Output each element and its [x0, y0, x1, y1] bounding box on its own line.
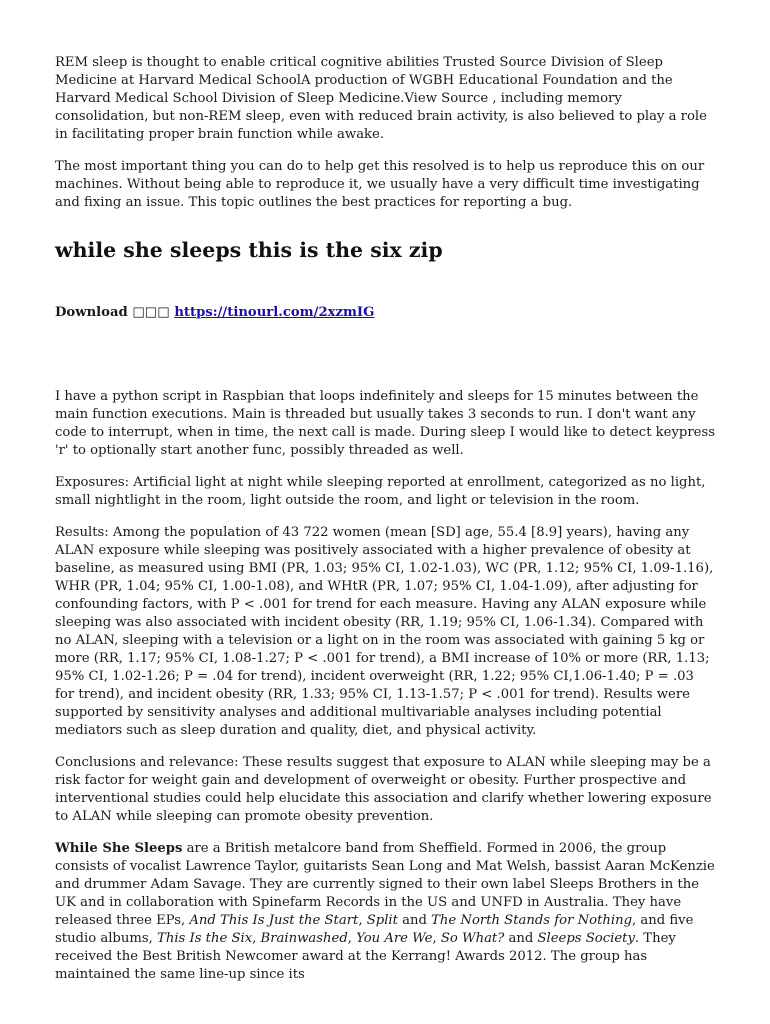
ep-title: And This Is Just the Start: [189, 913, 359, 928]
separator: ,: [347, 931, 357, 946]
results-paragraph: Results: Among the population of 43 722 women (mean [SD] age, 55.4 [8.9] years), having any ALAN exposure while sleeping was positively associated with a higher prevalence of obesity at baseline, as measured using BMI (PR, 1.03; 95% CI, 1.02-1.03), WC (PR, 1.12; 95% CI, 1.09-1.16), WHR (PR, 1.04; 95% CI, 1.00-1.08), and WHtR (PR, 1.07; 95% CI, 1.04-1.09), after adjusting for confounding factors, with P < .001 for trend for each measure. Having any ALAN exposure while sleeping was also associated with incident obesity (RR, 1.19; 95% CI, 1.06-1.34). Compared with no ALAN, sleeping with a television or a light on in the room was associated with gaining 5 kg or more (RR, 1.17; 95% CI, 1.08-1.27; P < .001 for trend), a BMI increase of 10% or more (RR, 1.13; 95% CI, 1.02-1.26; P = .04 for trend), incident overweight (RR, 1.22; 95% CI,1.06-1.40; P = .03 for trend), and incident obesity (RR, 1.33; 95% CI, 1.13-1.57; P < .001 for trend). Results were supported by sensitivity analyses and additional multivariable analyses including potential mediators such as sleep duration and quality, diet, and physical activity.: [55, 525, 714, 738]
separator: ,: [358, 913, 367, 928]
intro-paragraph: REM sleep is thought to enable critical cognitive abilities Trusted Source Division of Sleep Medicine at Harvard Medical SchoolA production of WGBH Educational Foundation and the Harvard Medical School Division of Sleep Medicine.View Source , including memory consolidation, but non-REM sleep, even with reduced brain activity, is also believed to play a role in facilitating proper brain function while awake.: [55, 55, 707, 142]
ep-title: Split: [366, 913, 398, 928]
download-link[interactable]: https://tinourl.com/2xzmIG: [174, 305, 375, 320]
separator: ,: [432, 931, 441, 946]
python-script-paragraph: I have a python script in Raspbian that loops indefinitely and sleeps for 15 minutes between the main function executions. Main is threaded but usually takes 3 seconds to run. I don't want any code to interrupt, when in time, the next call is made. During sleep I would like to detect keypress 'r' to optionally start another func, possibly threaded as well.: [55, 389, 716, 458]
ep-title: The North Stands for Nothing: [431, 913, 633, 928]
bug-report-paragraph: The most important thing you can do to help get this resolved is to help us reproduce this on our machines. Without being able to reproduce it, we usually have a very difficult time investigating and fixing an issue. This topic outlines the best practices for reporting a bug.: [55, 159, 705, 210]
download-label: Download: [55, 305, 128, 320]
album-title: Brainwashed: [260, 931, 348, 946]
band-paragraph: [55, 840, 715, 984]
band-text: are a British metalcore band from Sheffield. Formed in 2006, the group consists of vocalist Lawrence Taylor, guitarists Sean Long and Mat Welsh, bassist Aaran McKenzie and drummer Adam Savage. They are currently signed to their own label Sleeps Brothers in the UK and in collaboration with Spinefarm Records in the US and UNFD in Australia. They have released three EPs,: [55, 841, 715, 928]
band-text: . They received the Best British Newcomer award at the Kerrang! Awards 2012. The group has maintained the same line-up since its: [55, 931, 676, 982]
separator: and: [504, 931, 538, 946]
download-glyphs: □□□: [127, 305, 175, 320]
page-heading: while she sleeps this is the six zip: [55, 238, 443, 262]
conclusions-paragraph: Conclusions and relevance: These results suggest that exposure to ALAN while sleeping may be a risk factor for weight gain and development of overweight or obesity. Further prospective and interventional studies could help elucidate this association and clarify whether lowering exposure to ALAN while sleeping can promote obesity prevention.: [55, 755, 712, 824]
band-name: While She Sleeps: [55, 841, 183, 856]
band-text: , and five studio albums,: [55, 913, 694, 946]
download-line: [55, 304, 715, 322]
album-title: This Is the Six: [157, 931, 253, 946]
document-page: [55, 54, 715, 984]
separator: ,: [252, 931, 261, 946]
separator: and: [397, 913, 432, 928]
album-title: You Are We: [356, 931, 433, 946]
album-title: Sleeps Society: [537, 931, 635, 946]
album-title: So What?: [440, 931, 505, 946]
exposures-paragraph: Exposures: Artificial light at night while sleeping reported at enrollment, categorized as no light, small nightlight in the room, light outside the room, and light or television in the room.: [55, 475, 706, 508]
